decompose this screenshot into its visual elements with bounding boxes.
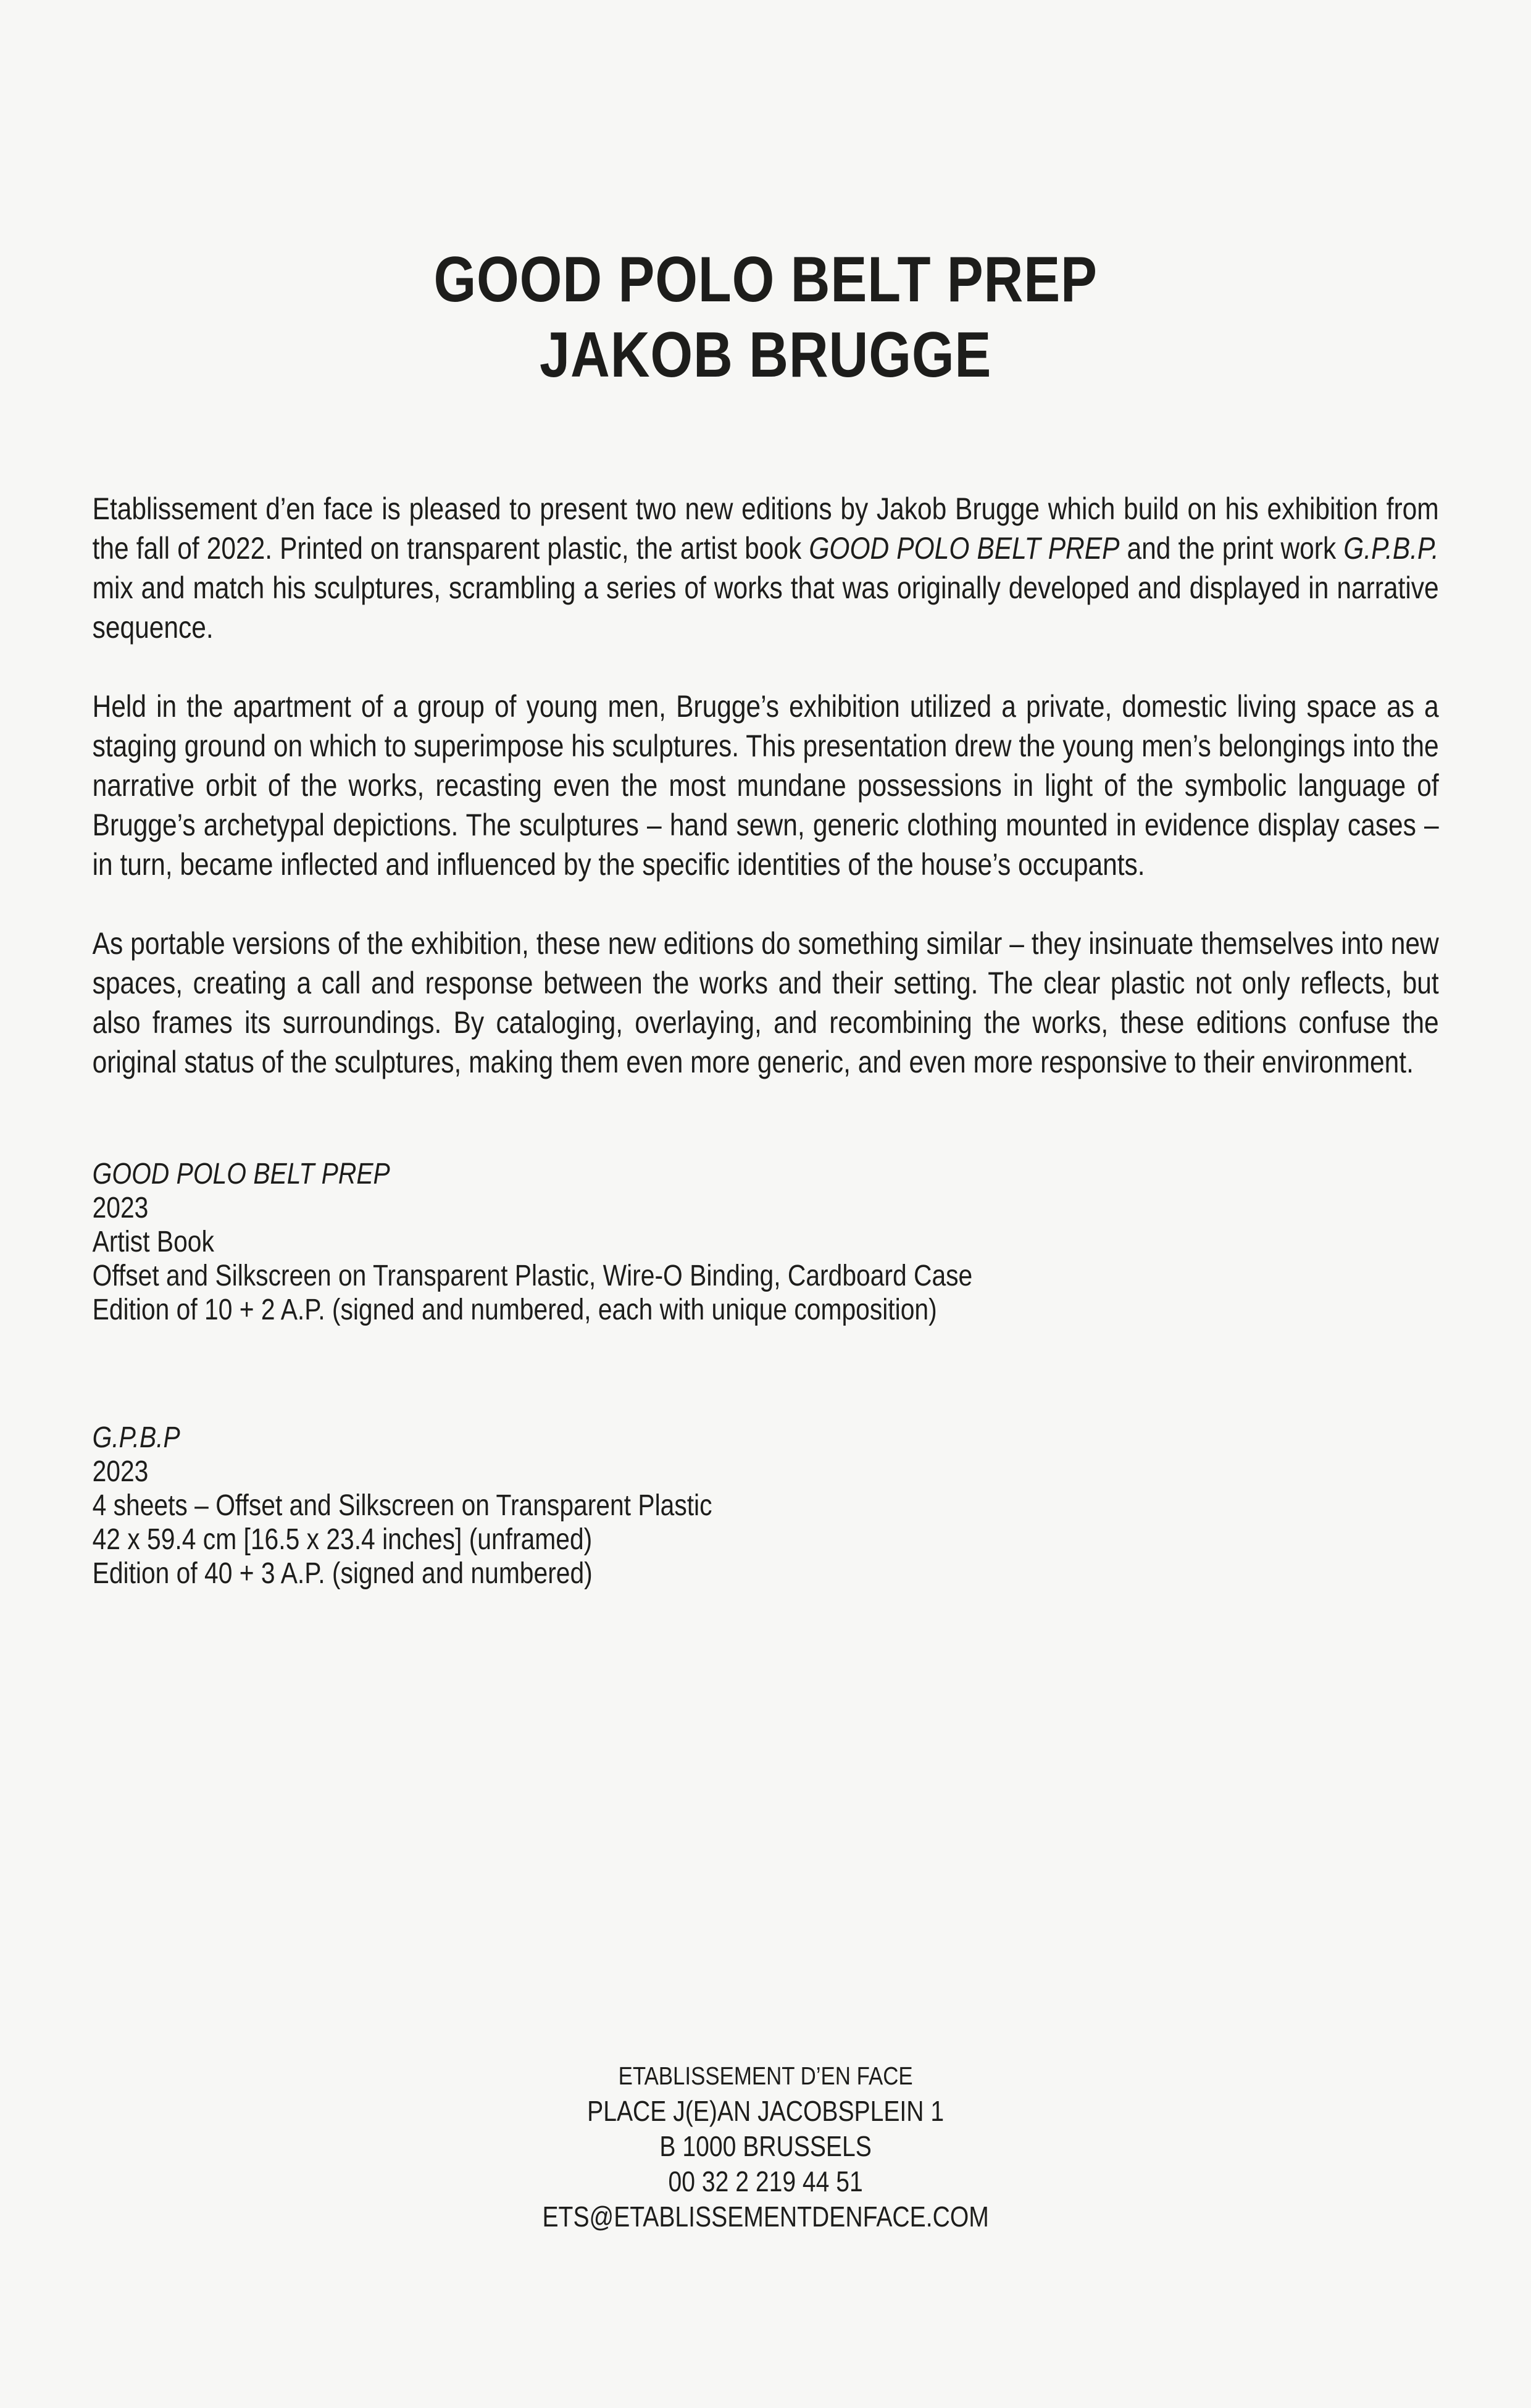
edition-materials: Offset and Silkscreen on Transparent Plastic, Wire-O Binding, Cardboard Case — [92, 1260, 973, 1292]
edition-year: 2023 — [92, 1192, 149, 1224]
edition-dimensions: 42 x 59.4 cm [16.5 x 23.4 inches] (unframed) — [92, 1523, 593, 1556]
document-page — [0, 242, 1531, 2408]
edition-medium: Artist Book — [92, 1226, 214, 1258]
edition-run: Edition of 10 + 2 A.P. (signed and numbered, each with unique composition) — [92, 1294, 937, 1326]
edition-details — [93, 1157, 1439, 1591]
edition-block-print-work — [93, 1421, 1439, 1591]
title-line-artist: JAKOB BRUGGE — [540, 319, 992, 391]
press-text — [93, 489, 1439, 1082]
page-title — [93, 242, 1439, 393]
edition-title: G.P.B.P — [92, 1421, 180, 1454]
intro-paragraph: Etablissement d’en face is pleased to present two new editions by Jakob Brugge which build on his exhibition from the fall of 2022. Printed on transparent plastic, the artist book GOOD POLO BELT PREP and the print work G.P.B.P. mix and match his sculptures, scrambling a series of works that was originally developed and displayed in narrative sequence. — [92, 491, 1439, 645]
footer-phone: 00 32 2 219 44 51 — [668, 2165, 863, 2197]
gallery-contact-footer — [0, 2059, 1531, 2235]
title-line-exhibition: GOOD POLO BELT PREP — [433, 244, 1098, 316]
exhibition-paragraph: Held in the apartment of a group of young men, Brugge’s exhibition utilized a private, domestic living space as a staging ground on which to superimpose his sculptures. This presentation drew the young men’s belongings into the narrative orbit of the works, recasting even the most mundane possessions in light of the symbolic language of Brugge’s archetypal depictions. The sculptures – hand sewn, generic clothing mounted in evidence display cases – in turn, became inflected and influenced by the specific identities of the house’s occupants. — [92, 689, 1439, 882]
page-content — [0, 242, 1531, 1591]
edition-year: 2023 — [92, 1455, 149, 1488]
footer-street-address: PLACE J(E)AN JACOBSPLEIN 1 — [587, 2095, 945, 2127]
edition-block-artist-book — [93, 1157, 1439, 1327]
edition-materials: 4 sheets – Offset and Silkscreen on Transparent Plastic — [92, 1489, 712, 1522]
edition-title: GOOD POLO BELT PREP — [92, 1158, 390, 1190]
footer-email: ETS@ETABLISSEMENTDENFACE.COM — [542, 2201, 989, 2233]
footer-city: B 1000 BRUSSELS — [659, 2130, 872, 2162]
editions-paragraph: As portable versions of the exhibition, these new editions do something similar – they insinuate themselves into new spaces, creating a call and response between the works and their setting. The clear plastic not only reflects, but also frames its surroundings. By cataloging, overlaying, and recombining the works, these editions confuse the original status of the sculptures, making them even more generic, and even more responsive to their environment. — [92, 926, 1439, 1079]
edition-run: Edition of 40 + 3 A.P. (signed and numbered) — [92, 1557, 593, 1590]
footer-gallery-name: ETABLISSEMENT D’EN FACE — [618, 2062, 913, 2090]
